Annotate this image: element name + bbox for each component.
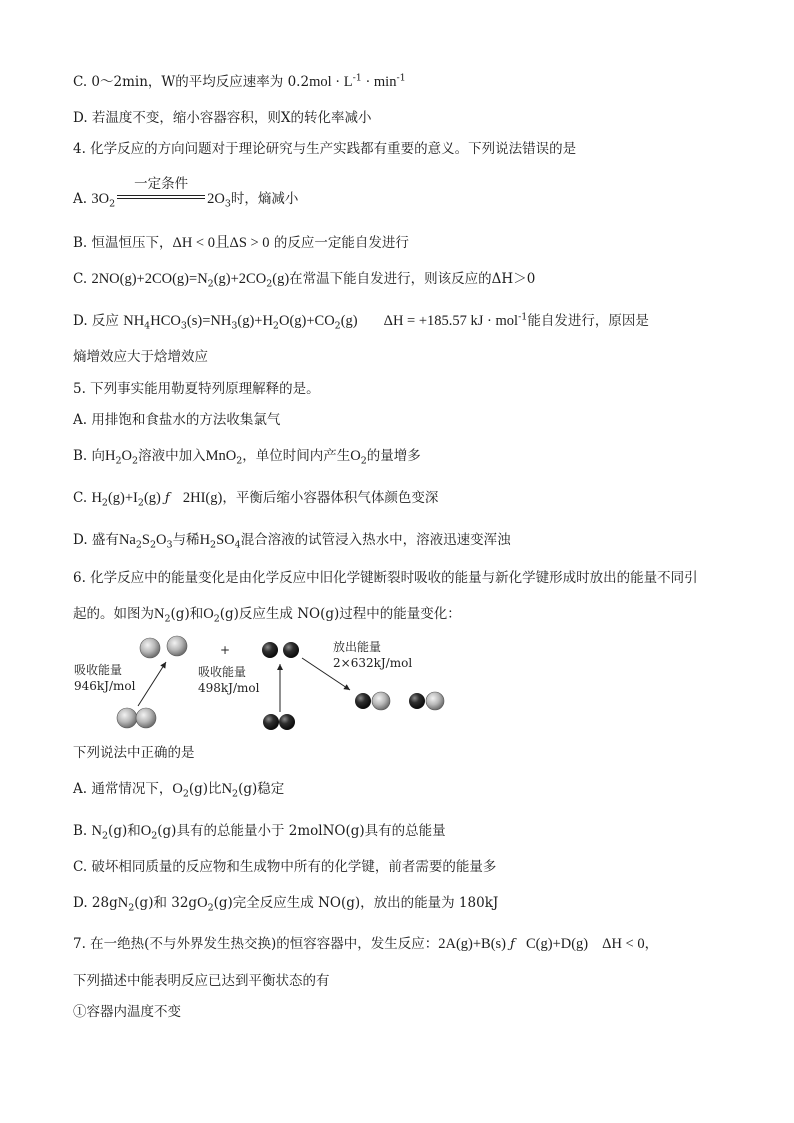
formula: (g)+2CO: [213, 271, 267, 287]
option-text: (g)和 32g: [134, 895, 198, 911]
subscript: 2: [132, 455, 139, 467]
option-text: D. 反应: [73, 313, 124, 329]
equilibrium-symbol: ƒ: [164, 491, 170, 506]
option-d-prev: D. 若温度不变，缩小容器容积，则X的转化率减小: [73, 110, 372, 126]
question-6-ask: 下列说法中正确的是: [73, 745, 195, 761]
option-text: B. 恒温恒压下，: [73, 235, 173, 251]
stem-text: ，: [644, 936, 659, 952]
q7-item-1: ①容器内温度不变: [73, 1004, 181, 1020]
subscript: 2: [149, 539, 157, 551]
enthalpy-condition: ΔH < 0: [602, 936, 645, 952]
nitrogen-atom: [167, 636, 187, 656]
option-label: A.: [73, 191, 92, 207]
subscript: 3: [224, 198, 231, 210]
formula: N: [221, 781, 233, 797]
formula: O: [121, 448, 133, 464]
subscript: 2: [128, 902, 135, 914]
unit-text: · min: [361, 74, 397, 90]
q4-option-a: [73, 176, 299, 210]
release-energy-value: 2×632kJ/mol: [333, 656, 413, 670]
option-text: (g)完全反应生成 NO(g)，放出的能量为 180kJ: [213, 895, 499, 911]
absorb-energy-value-2: 498kJ/mol: [198, 681, 260, 695]
q6-option-b: [73, 821, 446, 841]
option-text: 与稀: [172, 532, 200, 548]
arrow-n2-dissociation: [138, 662, 166, 706]
question-6-stem: 6. 化学反应中的能量变化是由化学反应中旧化学键断裂时吸收的能量与新化学键形成时放出的能量不同引: [73, 570, 698, 586]
subscript: 2: [213, 613, 220, 625]
formula: N: [154, 606, 165, 622]
absorb-energy-label-1: 吸收能量: [74, 663, 123, 677]
option-label: B.: [73, 823, 92, 839]
q4-option-c: [73, 269, 535, 289]
question-5-stem: 5. 下列事实能用勒夏特列原理解释的是。: [73, 381, 320, 397]
plus-sign: +: [220, 643, 231, 657]
subscript: 2: [164, 613, 171, 625]
option-text: D. 28g: [73, 895, 118, 911]
option-text: 能自发进行，原因是: [527, 313, 649, 329]
oxygen-atom: [262, 642, 278, 658]
subscript: 3: [231, 320, 238, 332]
option-text: (g)具有的总能量小于 2molNO(g)具有的总能量: [157, 823, 446, 839]
formula: 3O: [91, 191, 110, 207]
subscript: 2: [137, 497, 144, 509]
formula: (g): [272, 271, 290, 287]
q4-option-d-continued: 熵增效应大于焓增效应: [73, 349, 208, 365]
formula: NH: [123, 313, 145, 329]
formula: 2A(g)+B(s): [438, 936, 506, 952]
equal-line: [117, 198, 205, 199]
option-text: ，单位时间内产生: [242, 448, 351, 464]
reaction-condition-arrow: [117, 176, 205, 207]
formula: ΔH < 0且ΔS > 0: [172, 235, 270, 251]
option-text: D. 盛有: [73, 532, 119, 548]
formula: SO: [216, 532, 235, 548]
option-text: B. 向: [73, 448, 106, 464]
subscript: 2: [182, 788, 189, 800]
formula: HCO: [150, 313, 181, 329]
formula: O: [156, 532, 167, 548]
subscript: 2: [360, 455, 367, 467]
q5-option-b: [73, 446, 421, 466]
stem-text: (g)和: [170, 606, 204, 622]
q4-option-d: [73, 311, 649, 331]
superscript: -1: [352, 72, 362, 84]
option-text: 混合溶液的试管浸入热水中，溶液迅速变浑浊: [240, 532, 511, 548]
formula: 2HI(g): [182, 490, 223, 506]
formula: N: [91, 823, 102, 839]
formula: O: [197, 895, 208, 911]
option-text: 的量增多: [366, 448, 421, 464]
release-energy-label: 放出能量: [333, 640, 382, 654]
unit-text: mol · L: [309, 74, 353, 90]
formula: C(g)+D(g): [526, 936, 589, 952]
formula: Na: [118, 532, 136, 548]
condition-text: 一定条件: [134, 176, 189, 192]
formula: O: [140, 823, 152, 839]
absorb-energy-label-2: 吸收能量: [198, 665, 247, 679]
question-4-stem: 4. 化学反应的方向问题对于理论研究与生产实践都有重要的意义。下列说法错误的是: [73, 141, 577, 157]
option-text: 在常温下能自发进行，则该反应的ΔH＞0: [289, 271, 536, 287]
absorb-energy-value-1: 946kJ/mol: [74, 679, 136, 693]
no-molecule-nitrogen: [372, 692, 390, 710]
formula: 2NO(g)+2CO(g)=N: [91, 271, 208, 287]
option-text: A. 通常情况下，: [73, 781, 173, 797]
energy-change-figure: [70, 630, 460, 742]
formula: (s)=NH: [186, 313, 232, 329]
subscript: 2: [210, 539, 217, 551]
subscript: 4: [144, 320, 151, 332]
stem-text: 7. 在一绝热(不与外界发生热交换)的恒容容器中，发生反应：: [73, 936, 439, 952]
q6-option-c: C. 破坏相同质量的反应物和生成物中所有的化学键，前者需要的能量多: [73, 859, 497, 875]
option-text: 的反应一定能自发进行: [269, 235, 409, 251]
q6-option-d: [73, 893, 498, 913]
formula: (g): [340, 313, 358, 329]
subscript: 2: [115, 455, 122, 467]
formula: O: [350, 448, 361, 464]
q6-option-a: [73, 779, 284, 799]
option-text: (g)稳定: [238, 781, 285, 797]
no-molecule-nitrogen: [426, 692, 444, 710]
formula: O: [203, 606, 214, 622]
no-molecule-oxygen: [409, 693, 425, 709]
subscript: 2: [109, 198, 116, 210]
option-text: 时，熵减小: [230, 191, 299, 207]
oxygen-atom: [283, 642, 299, 658]
oxygen-molecule-atom: [279, 714, 295, 730]
subscript: 2: [272, 320, 279, 332]
option-text: 溶液中加入: [138, 448, 206, 464]
oxygen-molecule-atom: [263, 714, 279, 730]
subscript: 2: [236, 455, 243, 467]
superscript: -1: [396, 72, 406, 84]
formula: (g)+I: [107, 490, 138, 506]
q5-option-c: [73, 488, 438, 509]
subscript: 2: [232, 788, 239, 800]
formula: O: [172, 781, 183, 797]
subscript: 2: [102, 830, 109, 842]
stem-text: (g)反应生成 NO(g)过程中的能量变化：: [219, 606, 461, 622]
stem-text: 起的。如图为: [73, 606, 154, 622]
question-7-stem-continued: 下列描述中能表明反应已达到平衡状态的有: [73, 973, 330, 989]
equilibrium-symbol: ƒ: [510, 937, 515, 952]
formula: H: [105, 448, 116, 464]
equal-line: [117, 195, 205, 196]
option-c-prev: [73, 72, 406, 92]
subscript: 2: [207, 902, 214, 914]
superscript: -1: [518, 311, 528, 323]
formula: H: [91, 490, 102, 506]
formula: H: [199, 532, 211, 548]
subscript: 3: [180, 320, 187, 332]
subscript: 4: [234, 539, 241, 551]
formula: MnO: [205, 448, 237, 464]
formula: (g): [143, 490, 161, 506]
nitrogen-molecule-atom: [136, 708, 156, 728]
no-molecule-oxygen: [355, 693, 371, 709]
option-text: (g)和: [108, 823, 141, 839]
formula: O(g)+CO: [278, 313, 335, 329]
formula: (g)+H: [237, 313, 273, 329]
nitrogen-molecule-atom: [117, 708, 137, 728]
subscript: 2: [135, 539, 142, 551]
formula: 2O: [207, 191, 225, 207]
question-6-stem-continued: [73, 604, 461, 624]
option-label: C.: [73, 271, 92, 287]
q5-option-a: A. 用排饱和食盐水的方法收集氯气: [73, 412, 281, 428]
option-label: C.: [73, 490, 92, 506]
question-7-stem: [73, 934, 658, 955]
q5-option-d: [73, 530, 511, 550]
enthalpy-value: ΔH = +185.57 kJ · mol: [383, 313, 519, 329]
subscript: 2: [334, 320, 341, 332]
subscript: 2: [266, 278, 273, 290]
nitrogen-atom: [140, 638, 160, 658]
subscript: 3: [166, 539, 173, 551]
formula: S: [141, 532, 150, 548]
option-text: C. 0～2min，W的平均反应速率为 0.2: [73, 74, 310, 90]
formula: N: [117, 895, 129, 911]
subscript: 2: [207, 278, 214, 290]
option-text: (g)比: [188, 781, 222, 797]
subscript: 2: [151, 830, 158, 842]
subscript: 2: [101, 497, 108, 509]
option-text: ，平衡后缩小容器体积气体颜色变深: [222, 490, 439, 506]
q4-option-b: [73, 233, 409, 253]
